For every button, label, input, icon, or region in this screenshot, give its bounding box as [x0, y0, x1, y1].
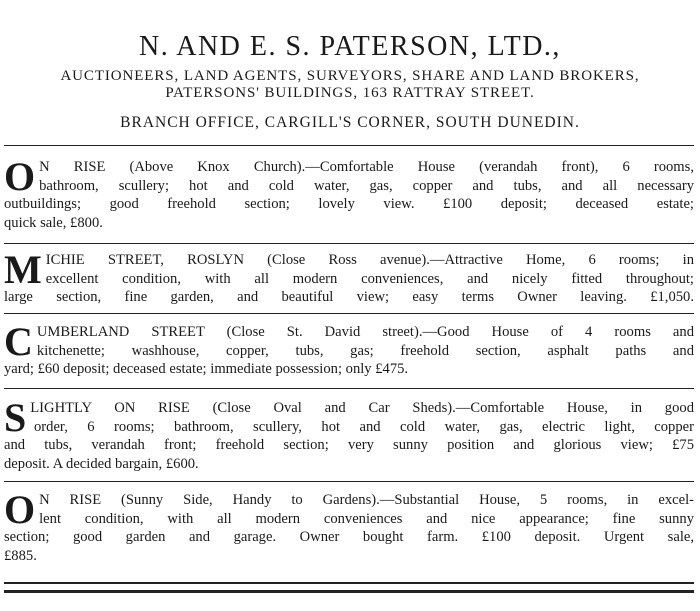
listing-line: ICHIE STREET, ROSLYN (Close Ross avenue).—Attractive Home, 6 rooms; in [45, 252, 694, 268]
listing [4, 487, 694, 565]
company-services: AUCTIONEERS, LAND AGENTS, SURVEYORS, SHARE AND LAND BROKERS, [60, 68, 640, 84]
listing-line: section; good garden and garage. Owner bought farm. £100 deposit. Urgent sale, [4, 529, 694, 545]
divider [4, 313, 694, 314]
listing-line: N RISE (Above Knox Church).—Comfortable House (verandah front), 6 rooms, [39, 159, 694, 175]
listing-line: and tubs, verandah front; freehold section; very sunny position and glorious view; £75 [4, 437, 694, 453]
listing [4, 319, 694, 379]
drop-cap: M [4, 247, 42, 292]
listing-line: quick sale, £800. [4, 214, 103, 231]
divider [4, 243, 694, 244]
listing-line: yard; £60 deposit; deceased estate; immediate possession; only £475. [4, 361, 409, 377]
footer-rule [4, 582, 694, 584]
company-title: N. AND E. S. PATERSON, LTD., [139, 31, 561, 62]
listing [4, 154, 694, 232]
drop-cap: C [4, 319, 33, 364]
listing [4, 395, 694, 473]
listing-line: LIGHTLY ON RISE (Close Oval and Car Sheds).—Comfortable House, in good [30, 400, 694, 416]
listing-line: large section, fine garden, and beautiful view; easy terms Owner leaving. £1,050. [4, 289, 694, 305]
listing [4, 247, 694, 307]
drop-cap: O [4, 487, 36, 532]
branch-office: BRANCH OFFICE, CARGILL'S CORNER, SOUTH DUNEDIN. [120, 114, 580, 131]
listing-line: order, 6 rooms; bathroom, scullery, hot and cold water, gas, electric light, copper [34, 418, 694, 435]
listing-line: deposit. A decided bargain, £600. [4, 455, 199, 472]
drop-cap: O [4, 154, 36, 199]
listing-line: bathroom, scullery; hot and cold water, gas, copper and tubs, and all necessary [39, 177, 694, 194]
divider [4, 388, 694, 389]
listing-line: excellent condition, with all modern conveniences, and nicely fitted throughout; [45, 270, 694, 287]
listing-line: N RISE (Sunny Side, Handy to Gardens).—Substantial House, 5 rooms, in excel- [39, 492, 694, 508]
company-address: PATERSONS' BUILDINGS, 163 RATTRAY STREET. [165, 85, 535, 101]
listing-line: outbuildings; good freehold section; lovely view. £100 deposit; deceased estate; [4, 196, 694, 212]
drop-cap: S [4, 395, 27, 440]
divider [4, 145, 694, 146]
listing-line: UMBERLAND STREET (Close St. David street).—Good House of 4 rooms and [36, 324, 694, 340]
listing-line: lent condition, with all modern conveniences and nice appearance; fine sunny [39, 510, 694, 527]
footer-rule [4, 590, 694, 593]
listing-line: £885. [4, 547, 37, 564]
divider [4, 481, 694, 482]
listing-line: kitchenette; washhouse, copper, tubs, gas; freehold section, asphalt paths and [36, 342, 694, 359]
